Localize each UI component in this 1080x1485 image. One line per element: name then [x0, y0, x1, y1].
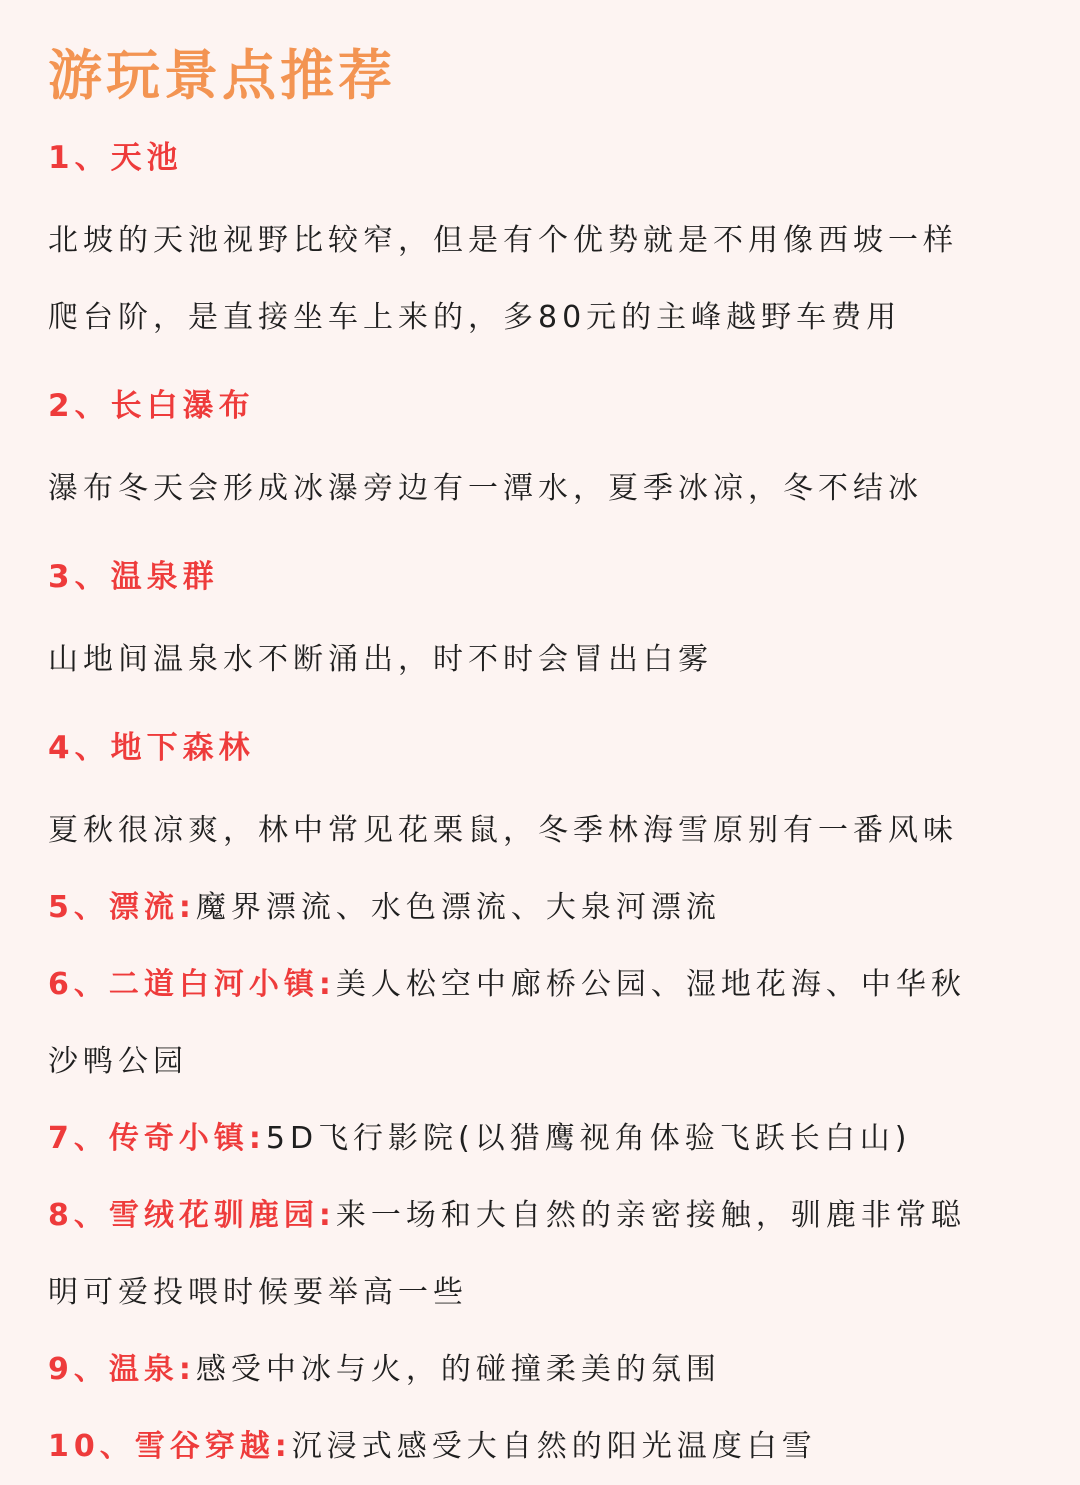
section-body-2-line-1: 瀑布冬天会形成冰瀑旁边有一潭水，夏季冰凉，冬不结冰 [48, 471, 923, 506]
entry-8 [48, 1177, 1032, 1254]
section-heading-3: 3、温泉群 [48, 559, 219, 595]
entry-6-text: 美人松空中廊桥公园、湿地花海、中华秋 [335, 967, 966, 1002]
entry-10-lead: 10、雪谷穿越: [48, 1429, 292, 1464]
entry-7-text: 5D飞行影院(以猎鹰视角体验飞跃长白山) [265, 1121, 912, 1156]
section-body-3-line-1: 山地间温泉水不断涌出，时不时会冒出白雾 [48, 642, 713, 677]
entry-8-lead: 8、雪绒花驯鹿园: [48, 1198, 336, 1233]
section-body-4-line-1: 夏秋很凉爽，林中常见花栗鼠，冬季林海雪原别有一番风味 [48, 813, 958, 848]
section-heading-1: 1、天池 [48, 140, 183, 176]
entry-9-lead: 9、温泉: [48, 1352, 196, 1387]
entry-8-cont: 明可爱投喂时候要举高一些 [48, 1275, 468, 1310]
entry-6-lead: 6、二道白河小镇: [48, 967, 336, 1002]
entry-6-cont: 沙鸭公园 [48, 1044, 188, 1079]
entry-10 [48, 1408, 1032, 1485]
entry-10-text: 沉浸式感受大自然的阳光温度白雪 [291, 1429, 817, 1464]
section-heading-2: 2、长白瀑布 [48, 388, 255, 424]
entry-8-text: 来一场和大自然的亲密接触，驯鹿非常聪 [335, 1198, 966, 1233]
entry-9-text: 感受中冰与火，的碰撞柔美的氛围 [195, 1352, 721, 1387]
entry-7 [48, 1100, 1032, 1177]
section-body-1-line-2: 爬台阶，是直接坐车上来的，多80元的主峰越野车费用 [48, 300, 902, 335]
entry-6 [48, 946, 1032, 1023]
entry-5 [48, 869, 1032, 946]
entry-5-lead: 5、漂流: [48, 890, 196, 925]
page-title: 游玩景点推荐 [48, 44, 396, 107]
section-heading-4: 4、地下森林 [48, 730, 255, 766]
entry-7-lead: 7、传奇小镇: [48, 1121, 266, 1156]
entry-9 [48, 1331, 1032, 1408]
entry-5-text: 魔界漂流、水色漂流、大泉河漂流 [195, 890, 721, 925]
section-body-1-line-1: 北坡的天池视野比较窄，但是有个优势就是不用像西坡一样 [48, 223, 958, 258]
